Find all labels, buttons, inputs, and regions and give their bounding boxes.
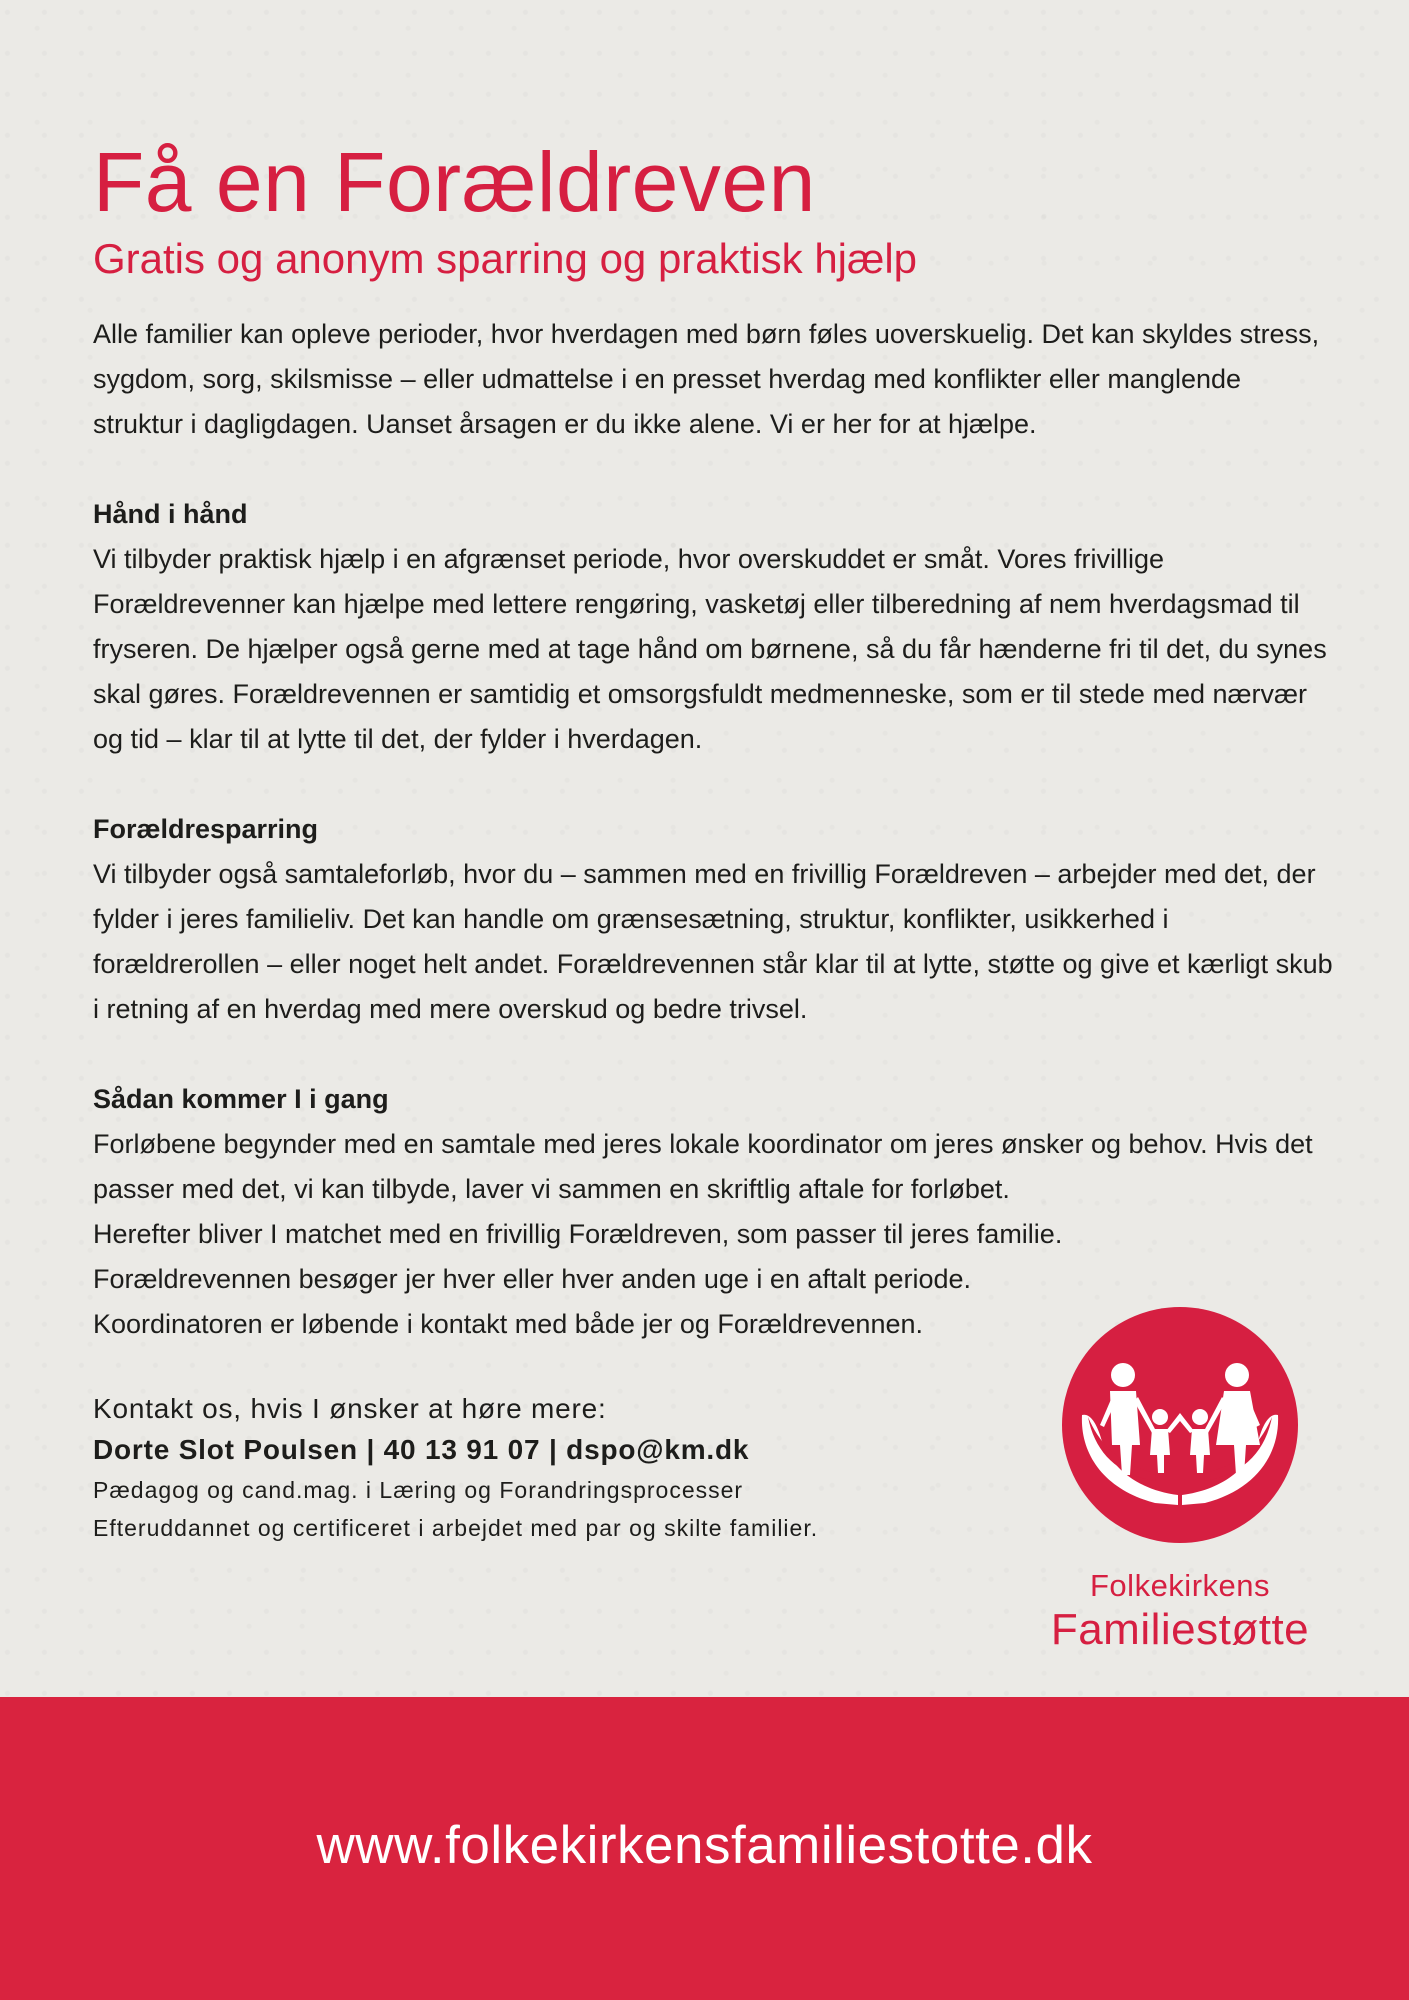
contact-credential: Efteruddannet og certificeret i arbejdet med par og skilte familier. <box>93 1515 819 1542</box>
contact-lead: Kontakt os, hvis I ønsker at høre mere: <box>93 1393 607 1425</box>
folkekirkens-familiestotte-logo <box>1030 1305 1330 1660</box>
section-heading: Sådan kommer I i gang <box>93 1084 389 1115</box>
page-subtitle: Gratis og anonym sparring og praktisk hjælp <box>93 235 918 282</box>
section-body: Forløbene begynder med en samtale med jeres lokale koordinator om jeres ønsker og behov. Hvis det passer med det, vi kan tilbyde, laver vi sammen en skriftlig aftale for forløbet. <box>93 1129 1313 1205</box>
family-in-hands-icon <box>1060 1305 1300 1545</box>
section-foraeldresparring <box>93 807 1333 1032</box>
section-heading: Hånd i hånd <box>93 499 248 530</box>
website-link[interactable]: www.folkekirkensfamiliestotte.dk <box>316 1816 1093 1875</box>
section-heading: Forældresparring <box>93 814 319 845</box>
logo-text-line1: Folkekirkens <box>1090 1568 1270 1603</box>
section-body-continued: Herefter bliver I matchet med en frivillig Forældreven, som passer til jeres familie. Forældrevennen besøger jer hver eller hver anden uge i en aftalt periode. Koordinatoren er løbende i kontakt med både jer og Forældrevennen. <box>93 1219 1063 1340</box>
section-body: Vi tilbyder også samtaleforløb, hvor du – sammen med en frivillig Forældreven – arbejder med det, der fylder i jeres familieliv. Det kan handle om grænsesætning, struktur, konflikter, usikkerhed i forældrerollen – eller noget helt andet. Forældrevennen står klar til at lytte, støtte og give et kærligt skub i retning af en hverdag med mere overskud og bedre trivsel. <box>93 859 1333 1025</box>
footer-band <box>0 1697 1409 2000</box>
section-haand-i-haand <box>93 492 1333 762</box>
logo-text-line2: Familiestøtte <box>1050 1605 1310 1654</box>
contact-credential: Pædagog og cand.mag. i Læring og Forandringsprocesser <box>93 1477 744 1504</box>
section-body: Vi tilbyder praktisk hjælp i en afgrænset periode, hvor overskuddet er småt. Vores frivillige Forældrevenner kan hjælpe med lettere rengøring, vasketøj eller tilberedning af nem hverdagsmad til fryseren. De hjælper også gerne med at tage hånd om børnene, så du får hænderne fri til det, du synes skal gøres. Forældrevennen er samtidig et omsorgsfuldt medmenneske, som er til stede med nærvær og tid – klar til at lytte til det, der fylder i hverdagen. <box>93 544 1327 755</box>
intro-paragraph: Alle familier kan opleve perioder, hvor hverdagen med børn føles uoverskuelig. Det kan skyldes stress, sygdom, sorg, skilsmisse – eller udmattelse i en presset hverdag med konflikter eller manglende struktur i dagligdagen. Uanset årsagen er du ikke alene. Vi er her for at hjælpe. <box>93 319 1320 440</box>
contact-details: Dorte Slot Poulsen | 40 13 91 07 | dspo@km.dk <box>93 1434 750 1466</box>
page-title: Få en Forældreven <box>93 135 816 229</box>
